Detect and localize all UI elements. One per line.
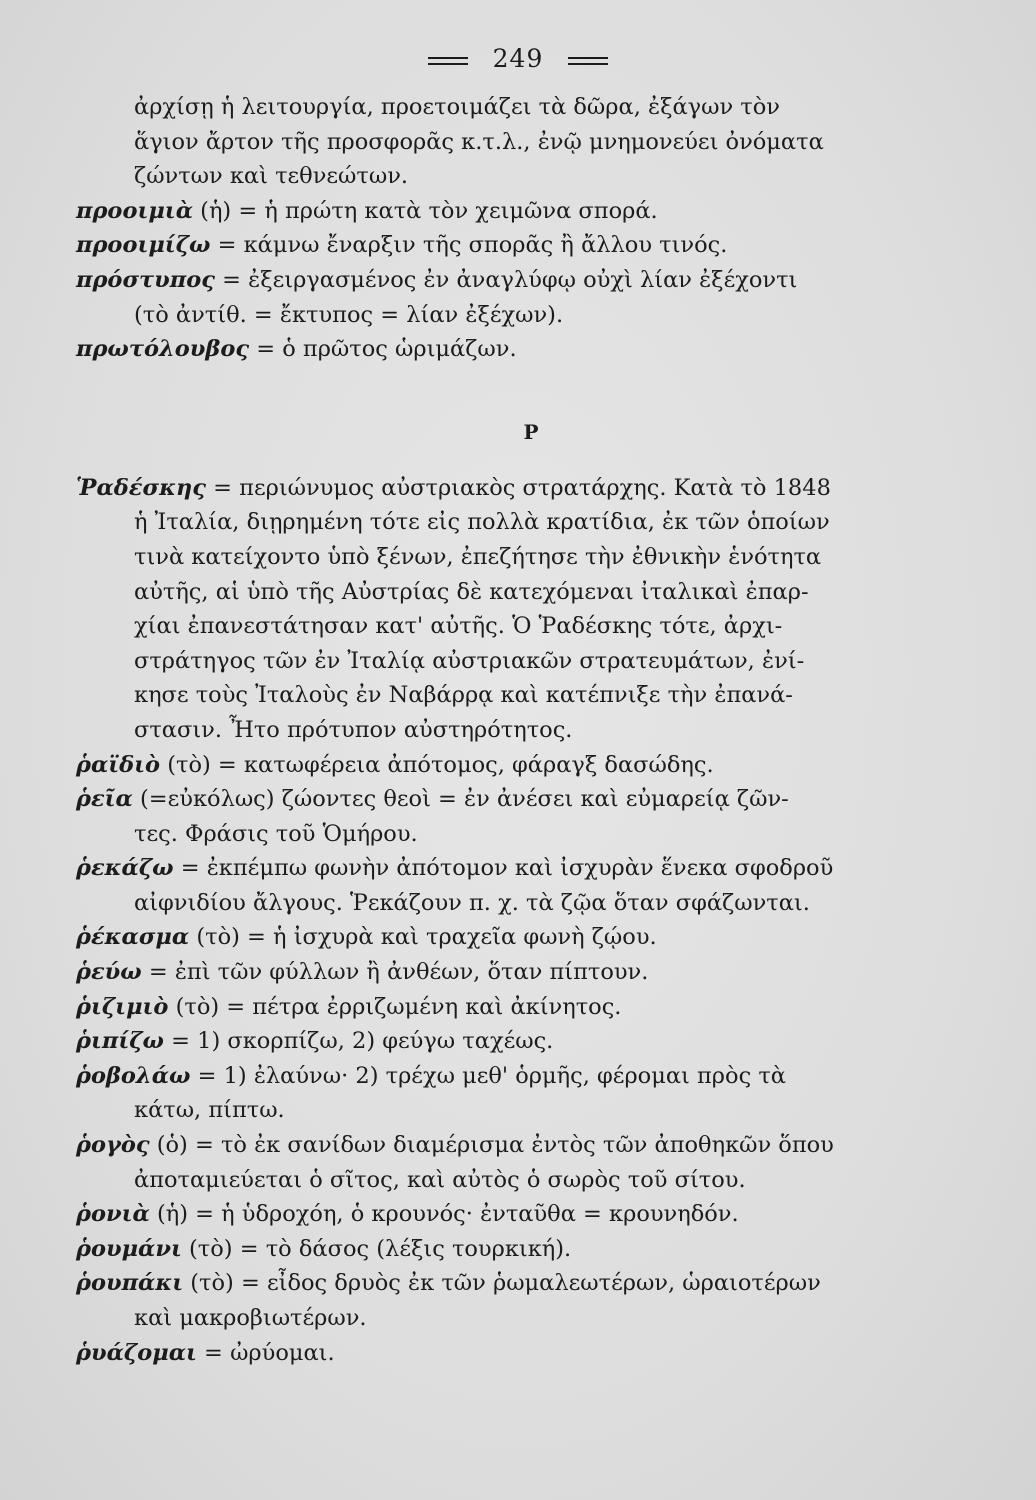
entry-first-line [76, 263, 946, 298]
entry-continuation-line: καὶ μακροβιωτέρων. [134, 1305, 367, 1331]
entry-first-line [76, 332, 946, 367]
entry-first-line [76, 955, 946, 990]
entry-definition: = κάμνω ἔναρξιν τῆς σπορᾶς ἢ ἄλλου τινός. [210, 232, 728, 259]
entry-first-line [76, 1197, 946, 1232]
entry-first-line [76, 1128, 946, 1163]
entry-definition: (ἡ) = ἡ ὑδροχόη, ὁ κρουνός· ἐνταῦθα = κρουνηδόν. [149, 1201, 739, 1228]
entry-first-line [76, 748, 946, 783]
entry-continuation-line: τινὰ κατείχοντο ὑπὸ ξένων, ἐπεζήτησε τὴν ἐθνικὴν ἑνότητα [134, 543, 822, 570]
entry-headword: ῥιπίζω [76, 1028, 164, 1055]
page-number-header [0, 44, 1036, 73]
entry-first-line [76, 1266, 946, 1301]
entry-continuation-line: ἡ Ἰταλία, διῃρημένη τότε εἰς πολλὰ κρατίδια, ἐκ τῶν ὁποίων [134, 509, 830, 536]
dictionary-entry [76, 920, 946, 955]
entry-continuation-line: (τὸ ἀντίθ. = ἔκτυπος = λίαν ἐξέχων). [134, 301, 564, 328]
entry-first-line [76, 920, 946, 955]
entry-definition: (ἡ) = ἡ πρώτη κατὰ τὸν χειμῶνα σπορά. [193, 197, 658, 224]
entry-continuation-line: κάτω, πίπτω. [134, 1097, 285, 1124]
entry-first-line [76, 851, 946, 886]
entries-after-section [76, 471, 946, 1370]
entry-first-line [76, 1059, 946, 1094]
entry-headword: προοιμιὰ [76, 197, 194, 224]
entry-headword: ῥογὸς [76, 1132, 150, 1159]
entry-continuation-line: στράτηγος τῶν ἐν Ἰταλίᾳ αὐστριακῶν στρατευμάτων, ἐνί- [134, 647, 805, 674]
dictionary-entry [76, 1197, 946, 1232]
entry-continuation-line: στασιν. Ἦτο πρότυπον αὐστηρότητος. [134, 716, 573, 743]
text-line: ζώντων καὶ τεθνεώτων. [134, 163, 409, 190]
spacer [76, 461, 946, 471]
entry-definition: = περιώνυμος αὐστριακὸς στρατάρχης. Κατὰ τὸ 1848 [206, 474, 831, 501]
double-dash-left [428, 53, 468, 69]
entry-first-line [76, 228, 946, 263]
entry-continuation-line: κησε τοὺς Ἰταλοὺς ἐν Ναβάρρᾳ καὶ κατέπνιξε τὴν ἐπανά- [134, 682, 793, 709]
entry-headword: πρωτόλουβος [76, 336, 250, 363]
entry-continuation-line: χίαι ἐπανεστάτησαν κατ' αὐτῆς. Ὁ Ῥαδέσκης τότε, ἀρχι- [134, 613, 783, 640]
text-line: ἅγιον ἄρτον τῆς προσφορᾶς κ.τ.λ., ἐνῷ μνημονεύει ὀνόματα [134, 128, 824, 155]
entry-definition: = ὠρύομαι. [196, 1339, 335, 1366]
entry-definition: (τὸ) = κατωφέρεια ἀπότομος, φάραγξ δασώδης. [160, 751, 714, 778]
dictionary-entry [76, 1232, 946, 1267]
entry-continuation-line: αἰφνιδίου ἄλγους. Ῥεκάζουν π. χ. τὰ ζῷα ὅταν σφάζωνται. [134, 889, 810, 916]
entry-headword: ῥουμάνι [76, 1235, 182, 1262]
entry-definition: = ἐξειργασμένος ἐν ἀναγλύφῳ οὐχὶ λίαν ἐξέχοντι [214, 266, 798, 293]
intro-paragraph [76, 90, 946, 194]
entry-headword: ῥέκασμα [76, 924, 190, 951]
text-line: ἀρχίσῃ ἡ λειτουργία, προετοιμάζει τὰ δῶρα, ἐξάγων τὸν [134, 94, 780, 120]
entry-headword: ῥιζιμιὸ [76, 993, 169, 1020]
entry-definition: = ἐπὶ τῶν φύλλων ἢ ἀνθέων, ὅταν πίπτουν. [141, 959, 649, 986]
entry-first-line [76, 471, 946, 506]
entry-headword: ῥεκάζω [76, 855, 174, 882]
spacer [76, 367, 946, 403]
entry-headword: ῥεύω [76, 959, 142, 986]
entry-headword: ῥοβολάω [76, 1062, 191, 1089]
entry-definition: (τὸ) = πέτρα ἐρριζωμένη καὶ ἀκίνητος. [168, 993, 622, 1020]
dictionary-entry [76, 1128, 946, 1197]
dictionary-entry [76, 955, 946, 990]
entry-definition: = ἐκπέμπω φωνὴν ἀπότομον καὶ ἰσχυρὰν ἕνεκα σφοδροῦ [173, 855, 834, 882]
entry-headword: ῥυάζομαι [76, 1339, 197, 1366]
entry-headword: ῥαϊδιὸ [76, 751, 161, 778]
dictionary-entry [76, 990, 946, 1025]
dictionary-entry [76, 1266, 946, 1335]
entry-definition: = 1) ἐλαύνω· 2) τρέχω μεθ' ὁρμῆς, φέρομαι πρὸς τὰ [190, 1062, 786, 1089]
entry-continuation-line: ἀποταμιεύεται ὁ σῖτος, καὶ αὐτὸς ὁ σωρὸς τοῦ σίτου. [134, 1166, 746, 1193]
entry-definition: = ὁ πρῶτος ὡριμάζων. [249, 336, 517, 363]
entry-definition: (τὸ) = ἡ ἰσχυρὰ καὶ τραχεῖα φωνὴ ζῴου. [189, 924, 657, 951]
dictionary-entry [76, 1336, 946, 1371]
entry-first-line [76, 782, 946, 817]
entry-first-line [76, 194, 946, 229]
entry-headword: ῥεῖα [76, 786, 133, 813]
section-letter: Ρ [523, 419, 539, 444]
entry-first-line [76, 1336, 946, 1371]
page-number: 249 [492, 44, 544, 73]
entry-headword: Ῥαδέσκης [76, 474, 206, 501]
entry-definition: (=εὐκόλως) ζώοντες θεοὶ = ἐν ἀνέσει καὶ εὐμαρείᾳ ζῶν- [132, 786, 789, 813]
dictionary-entry [76, 332, 946, 367]
dictionary-entry [76, 263, 946, 332]
dictionary-entry [76, 782, 946, 851]
dictionary-entry [76, 194, 946, 229]
entry-continuation-line: αὐτῆς, αἱ ὑπὸ τῆς Αὐστρίας δὲ κατεχόμεναι ἰταλικαὶ ἐπαρ- [134, 578, 809, 605]
entry-definition: (τὸ) = τὸ δάσος (λέξις τουρκική). [181, 1235, 572, 1262]
entry-definition: (τὸ) = εἶδος δρυὸς ἐκ τῶν ῥωμαλεωτέρων, ὡραιοτέρων [183, 1270, 821, 1297]
dictionary-entry [76, 1059, 946, 1128]
dictionary-entry [76, 471, 946, 748]
entry-first-line [76, 990, 946, 1025]
dictionary-text [76, 90, 946, 1370]
double-dash-right [568, 53, 608, 69]
entry-headword: ῥουπάκι [76, 1270, 184, 1297]
dictionary-entry [76, 1024, 946, 1059]
entry-first-line [76, 1232, 946, 1267]
entry-first-line [76, 1024, 946, 1059]
dictionary-entry [76, 748, 946, 783]
entry-headword: ῥονιὰ [76, 1201, 150, 1228]
entry-definition: (ὁ) = τὸ ἐκ σανίδων διαμέρισμα ἐντὸς τῶν ἀποθηκῶν ὅπου [149, 1132, 834, 1159]
dictionary-entry [76, 851, 946, 920]
entry-headword: πρόστυπος [76, 266, 215, 293]
entries-before-section [76, 194, 946, 367]
dictionary-entry [76, 228, 946, 263]
entry-definition: = 1) σκορπίζω, 2) φεύγω ταχέως. [163, 1028, 554, 1055]
entry-headword: προοιμίζω [76, 232, 211, 259]
entry-continuation-line: τες. Φράσις τοῦ Ὁμήρου. [134, 820, 418, 847]
